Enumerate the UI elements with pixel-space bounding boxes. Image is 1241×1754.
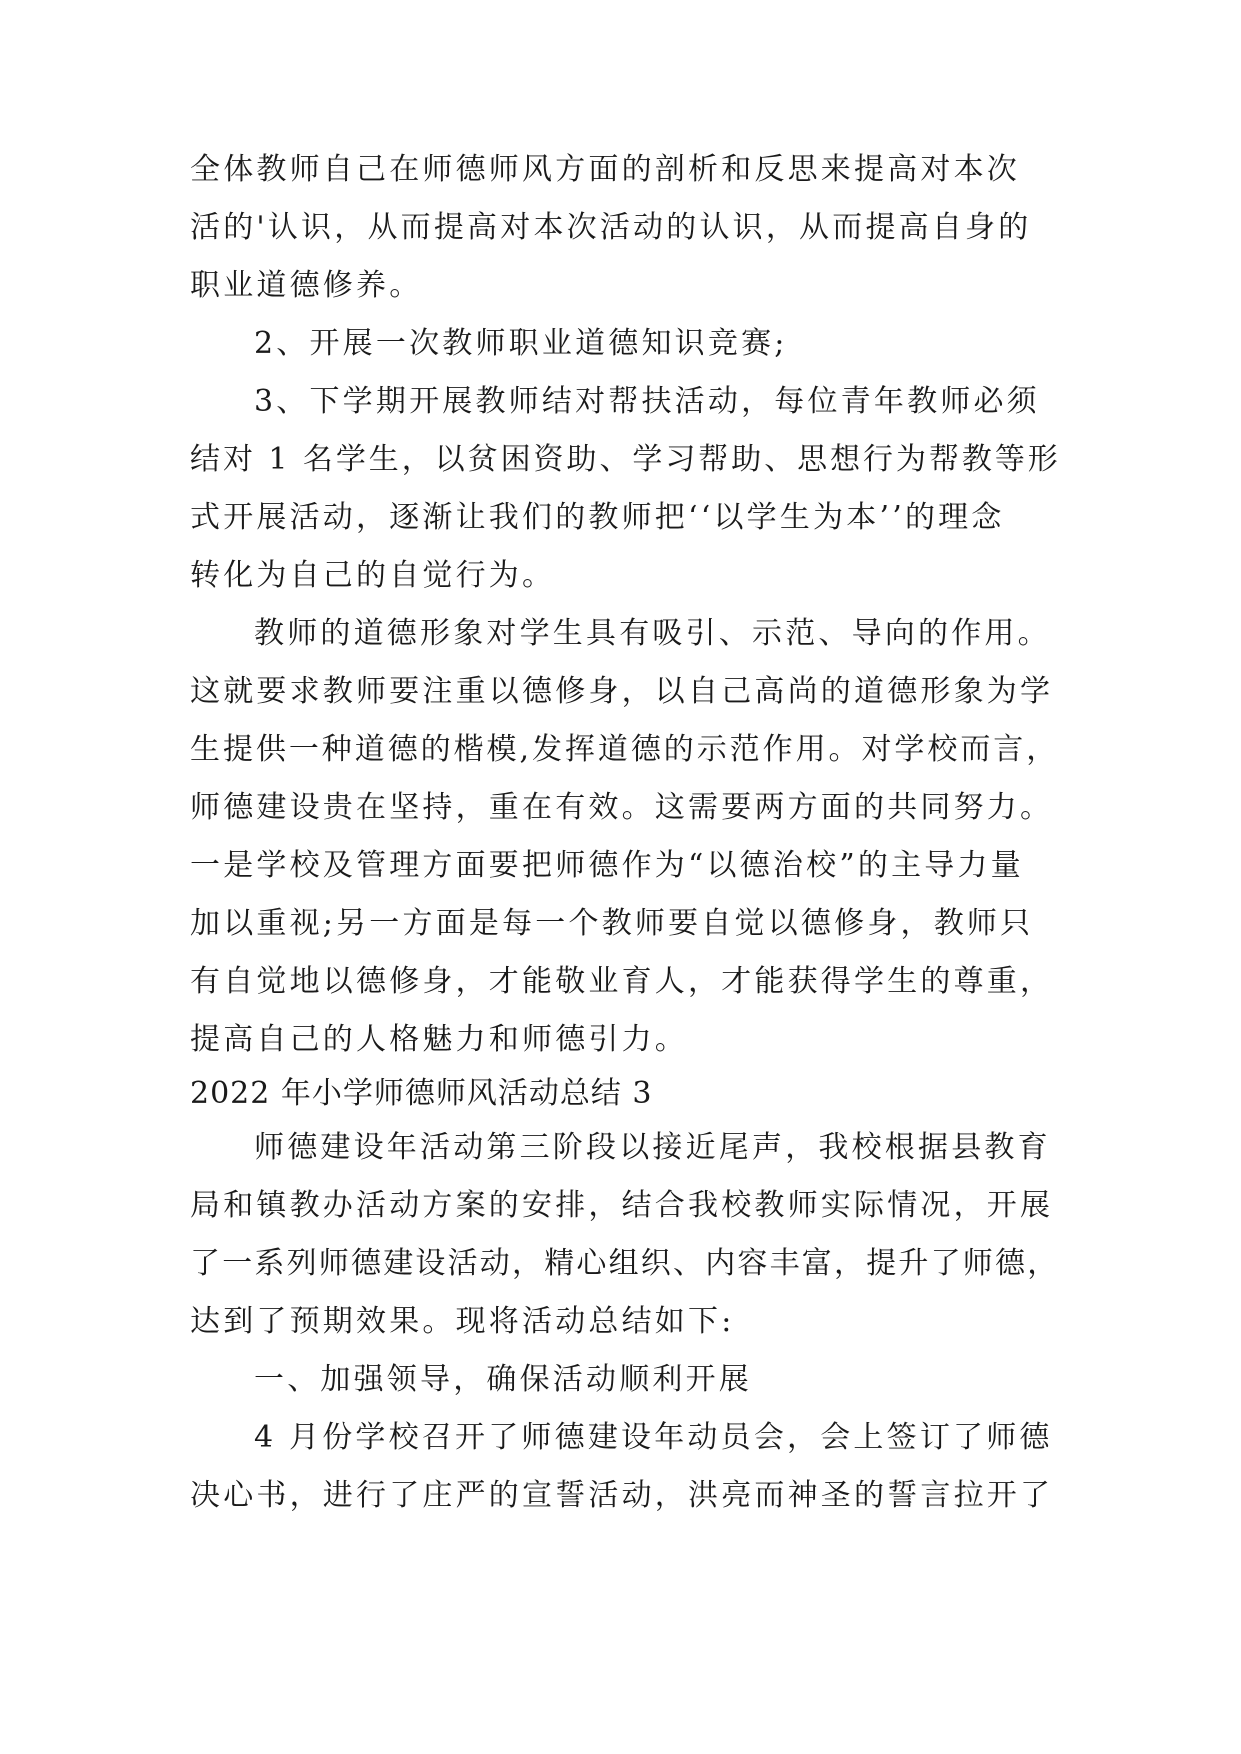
paragraph-line: 职业道德修养。 [190,268,423,303]
paragraph-line: 4 月份学校召开了师德建设年动员会，会上签订了师德 [254,1420,1053,1455]
paragraph-line: 教师的道德形象对学生具有吸引、示范、导向的作用。 [254,616,1051,651]
subsection-heading: 一、加强领导，确保活动顺利开展 [254,1362,752,1397]
paragraph-line: 了一系列师德建设活动，精心组织、内容丰富，提升了师德， [190,1246,1060,1281]
paragraph-line: 决心书，进行了庄严的宣誓活动，洪亮而神圣的誓言拉开了 [190,1478,1054,1513]
paragraph-line: 结对 1 名学生，以贫困资助、学习帮助、思想行为帮教等形 [190,442,1061,477]
paragraph-line: 式开展活动，逐渐让我们的教师把‘‘以学生为本’’的理念 [190,500,1005,535]
paragraph-line: 提高自己的人格魅力和师德引力。 [190,1022,688,1057]
list-item: 3、下学期开展教师结对帮扶活动，每位青年教师必须 [254,384,1040,419]
paragraph-line: 这就要求教师要注重以德修身，以自己高尚的道德形象为学 [190,674,1054,709]
paragraph-line: 局和镇教办活动方案的安排，结合我校教师实际情况，开展 [190,1188,1054,1223]
paragraph-line: 活的'认识，从而提高对本次活动的认识，从而提高自身的 [190,210,1032,245]
paragraph-line: 加以重视;另一方面是每一个教师要自觉以德修身，教师只 [190,906,1034,941]
paragraph-line: 生提供一种道德的楷模,发挥道德的示范作用。对学校而言， [190,732,1060,767]
paragraph-line: 有自觉地以德修身，才能敬业育人，才能获得学生的尊重， [190,964,1054,999]
paragraph-line: 全体教师自己在师德师风方面的剖析和反思来提高对本次 [190,152,1020,187]
section-heading: 2022 年小学师德师风活动总结 3 [190,1076,653,1111]
list-item: 2、开展一次教师职业道德知识竞赛; [254,326,788,361]
paragraph-line: 一是学校及管理方面要把师德作为“以德治校”的主导力量 [190,848,1024,883]
paragraph-line: 转化为自己的自觉行为。 [190,558,556,593]
paragraph-line: 达到了预期效果。现将活动总结如下: [190,1304,735,1339]
paragraph-line: 师德建设年活动第三阶段以接近尾声，我校根据县教育 [254,1130,1051,1165]
paragraph-line: 师德建设贵在坚持，重在有效。这需要两方面的共同努力。 [190,790,1054,825]
